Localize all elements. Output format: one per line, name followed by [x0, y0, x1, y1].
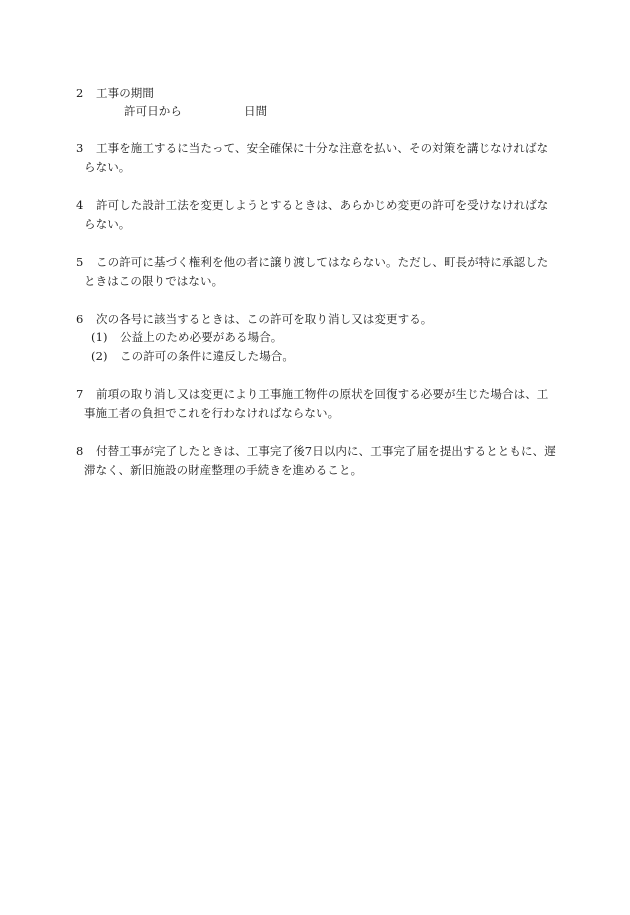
clause-number: 8	[76, 444, 84, 458]
period-days: 日間	[244, 104, 268, 118]
clause-number: 7	[76, 387, 84, 401]
clause-text: 次の各号に該当するときは、この許可を取り消し又は変更する。	[96, 312, 433, 326]
clause-text: らない。	[84, 160, 131, 174]
item-label: (2)	[91, 349, 108, 363]
item-text: この許可の条件に違反した場合。	[120, 349, 294, 363]
clause-number: 3	[76, 141, 84, 155]
period-from: 許可日から	[124, 104, 182, 118]
clause-text: この許可に基づく権利を他の者に譲り渡してはならない。ただし、町長が特に承認した	[96, 255, 549, 269]
clause-heading: 工事の期間	[96, 86, 154, 100]
clause-number: 5	[76, 255, 84, 269]
clause-text: 事施工者の負担でこれを行わなければならない。	[84, 406, 340, 420]
clause-text: 工事を施工するに当たって、安全確保に十分な注意を払い、その対策を講じなければな	[96, 141, 549, 155]
clause-text: 付替工事が完了したときは、工事完了後7日以内に、工事完了届を提出するとともに、遅	[96, 444, 556, 458]
clause-text: 滞なく、新旧施設の財産整理の手続きを進めること。	[84, 463, 363, 477]
item-label: (1)	[91, 330, 108, 344]
clause-text: 前項の取り消し又は変更により工事施工物件の原状を回復する必要が生じた場合は、工	[96, 387, 549, 401]
item-text: 公益上のため必要がある場合。	[120, 330, 283, 344]
clause-number: 2	[76, 86, 84, 100]
clause-text: ときはこの限りではない。	[84, 274, 224, 288]
clause-number: 4	[76, 198, 84, 212]
clause-text: 許可した設計工法を変更しようとするときは、あらかじめ変更の許可を受けなければな	[96, 198, 549, 212]
clause-text: らない。	[84, 217, 131, 231]
clause-number: 6	[76, 312, 84, 326]
